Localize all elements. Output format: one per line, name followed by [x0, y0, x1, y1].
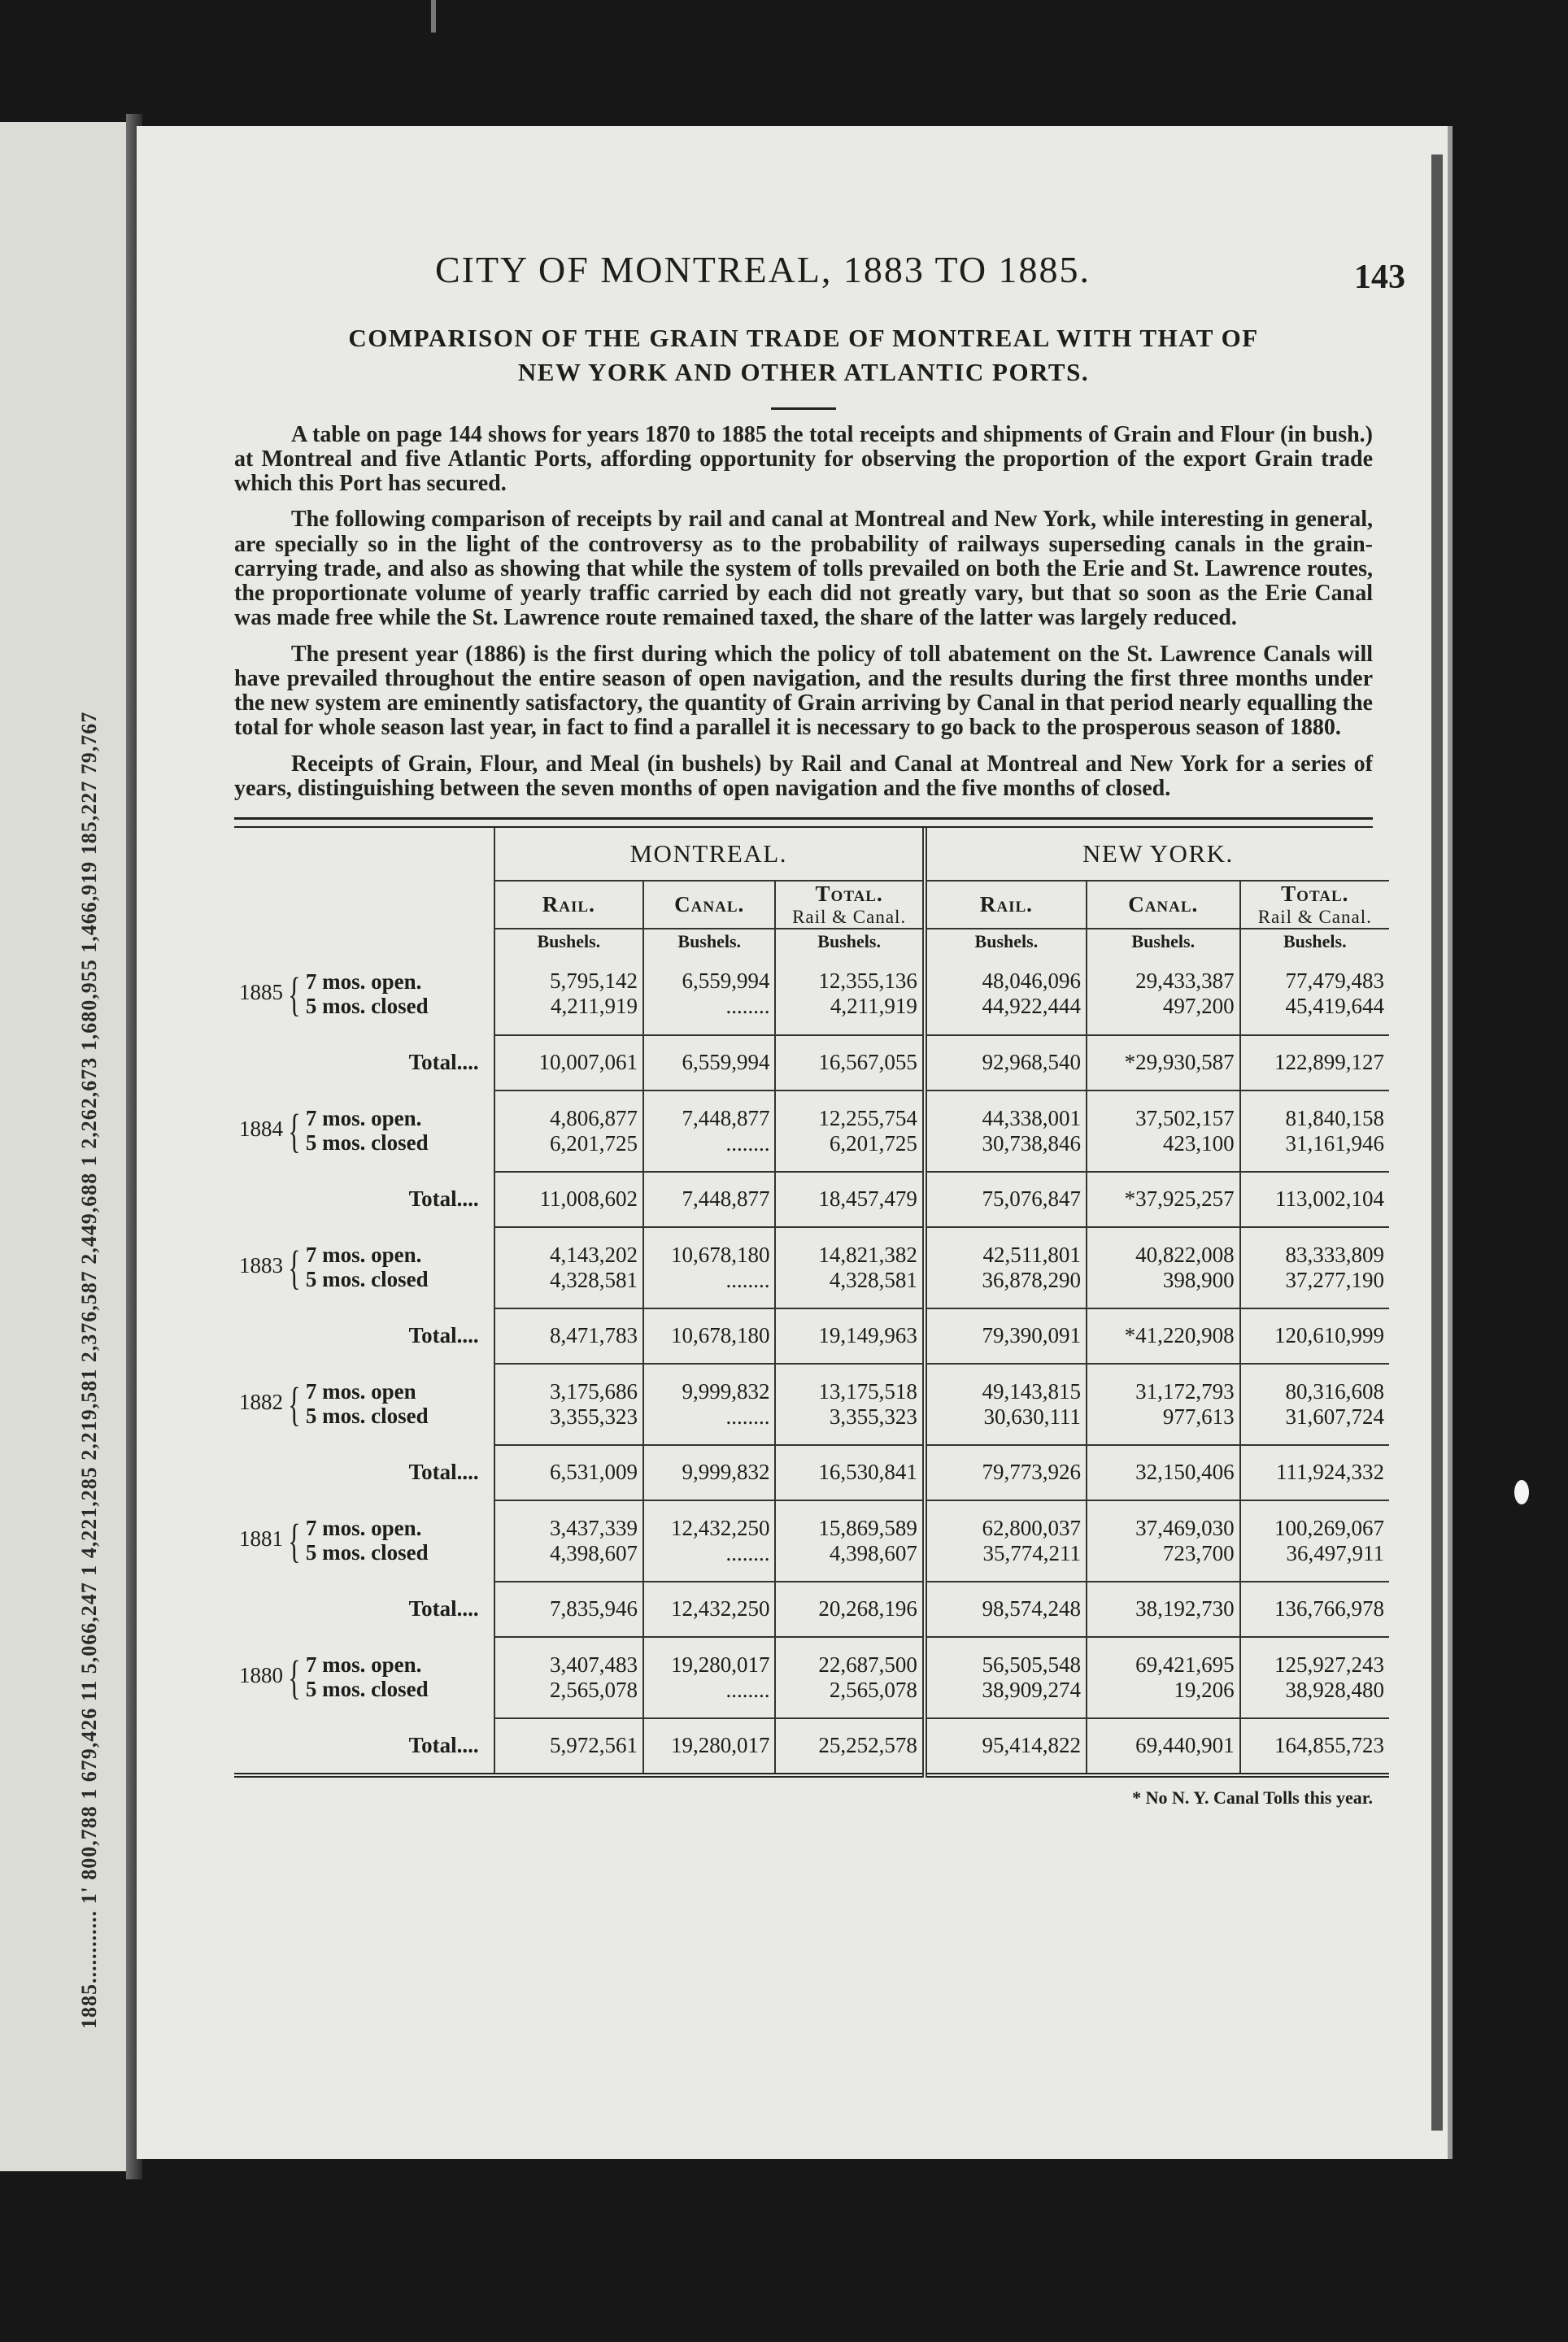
closed-value: 31,607,724	[1285, 1404, 1384, 1429]
open-value: 3,175,686	[550, 1378, 638, 1404]
open-value: 3,437,339	[550, 1515, 638, 1540]
page-content	[234, 240, 1405, 1809]
value-cell	[775, 1227, 924, 1308]
open-label: 7 mos. open.	[305, 969, 422, 995]
open-value: 22,687,500	[818, 1652, 917, 1677]
value-cell	[494, 1364, 643, 1445]
section-heading	[234, 321, 1373, 390]
closed-label: 5 mos. closed	[305, 1266, 429, 1291]
open-value: 42,511,801	[982, 1242, 1081, 1267]
total-row	[234, 1445, 1389, 1500]
total-label: Total....	[408, 1050, 479, 1075]
value-cell	[925, 1364, 1087, 1445]
open-value: 100,269,067	[1274, 1515, 1384, 1540]
value-cell	[925, 954, 1087, 1035]
year-row	[234, 954, 1389, 1035]
closed-value: 6,201,725	[829, 1130, 917, 1156]
open-value: 13,175,518	[818, 1378, 917, 1404]
total-value: 8,471,783	[494, 1308, 643, 1364]
open-value: 37,502,157	[1135, 1105, 1235, 1130]
montreal-canal-header: Canal.	[643, 881, 775, 929]
closed-value: 44,922,444	[982, 994, 1081, 1019]
value-cell	[1240, 1637, 1389, 1718]
value-cell	[643, 1227, 775, 1308]
closed-value: 38,928,480	[1285, 1677, 1384, 1702]
year-label-cell	[234, 1637, 494, 1718]
total-value: 38,192,730	[1087, 1582, 1240, 1637]
closed-value: 497,200	[1162, 994, 1235, 1019]
open-label: 7 mos. open	[305, 1379, 416, 1404]
closed-label: 5 mos. closed	[305, 1403, 429, 1428]
total-label: Total.	[815, 881, 883, 906]
unit-label: Bushels.	[494, 929, 643, 954]
page-edge	[1431, 155, 1443, 2131]
year-label-cell	[234, 1227, 494, 1308]
open-value: 12,355,136	[818, 969, 917, 994]
total-value: *29,930,587	[1087, 1035, 1240, 1090]
open-value: 29,433,387	[1135, 969, 1235, 994]
closed-value: 423,100	[1162, 1130, 1235, 1156]
total-value: 6,559,994	[643, 1035, 775, 1090]
brace-icon: {	[288, 1104, 301, 1157]
open-value: 14,821,382	[818, 1242, 917, 1267]
open-value: 4,143,202	[550, 1242, 638, 1267]
value-cell	[925, 1500, 1087, 1582]
closed-label: 5 mos. closed	[305, 993, 429, 1018]
value-cell	[643, 1364, 775, 1445]
total-value: 25,252,578	[775, 1718, 924, 1775]
open-value: 31,172,793	[1135, 1378, 1235, 1404]
brace-icon: {	[288, 1513, 301, 1567]
value-cell	[925, 1637, 1087, 1718]
total-value: 9,999,832	[643, 1445, 775, 1500]
total-row	[234, 1308, 1389, 1364]
total-value: *41,220,908	[1087, 1308, 1240, 1364]
open-value: 6,559,994	[682, 969, 770, 994]
period-labels	[306, 1517, 429, 1565]
closed-value: 4,328,581	[550, 1267, 638, 1292]
total-label: Total....	[408, 1323, 479, 1348]
value-cell	[1087, 1637, 1240, 1718]
period-labels	[306, 1653, 429, 1701]
closed-value: 3,355,323	[550, 1404, 638, 1429]
unit-label: Bushels.	[643, 929, 775, 954]
table-corner	[234, 929, 494, 954]
period-labels	[306, 970, 429, 1018]
total-value: 122,899,127	[1240, 1035, 1389, 1090]
value-cell	[494, 1500, 643, 1582]
closed-value: 4,211,919	[830, 994, 917, 1019]
closed-value: 35,774,211	[982, 1540, 1081, 1565]
total-label: Total....	[408, 1460, 479, 1485]
total-label: Total....	[408, 1186, 479, 1212]
total-value: 120,610,999	[1240, 1308, 1389, 1364]
heading-rule	[771, 407, 836, 410]
value-cell	[1087, 954, 1240, 1035]
brace-icon: {	[288, 1240, 301, 1294]
total-value: 136,766,978	[1240, 1582, 1389, 1637]
open-value: 19,280,017	[670, 1652, 770, 1677]
year-row	[234, 1090, 1389, 1172]
year-label: 1884	[239, 1117, 283, 1142]
closed-value: 6,201,725	[550, 1130, 638, 1156]
total-value: 20,268,196	[775, 1582, 924, 1637]
value-cell	[494, 1090, 643, 1172]
closed-value: 45,419,644	[1285, 994, 1384, 1019]
value-cell	[775, 1364, 924, 1445]
year-label-cell	[234, 1090, 494, 1172]
total-value: 6,531,009	[494, 1445, 643, 1500]
open-value: 15,869,589	[818, 1515, 917, 1540]
total-value: 10,678,180	[643, 1308, 775, 1364]
value-cell	[1240, 1364, 1389, 1445]
value-cell	[925, 1227, 1087, 1308]
open-value: 7,448,877	[682, 1105, 770, 1130]
page-number: 143	[1354, 259, 1405, 296]
open-label: 7 mos. open.	[305, 1243, 422, 1268]
total-value: 16,567,055	[775, 1035, 924, 1090]
paragraph: The following comparison of receipts by rail and canal at Montreal and New York, while interesting in general, are specially so in the light of the controversy as to the probability of railways superseding canals in the grain-carrying trade, and also as showing that while the system of tolls prevailed on both the Erie and St. Lawrence routes, the proportionate volume of yearly traffic carried by each did not greatly vary, but that so soon as the Erie Canal was made free while the St. Lawrence route remained taxed, the share of the latter was largely reduced.	[234, 507, 1373, 631]
heading-line-1: COMPARISON OF THE GRAIN TRADE OF MONTREAL WITH THAT OF	[348, 324, 1259, 352]
total-value: 19,280,017	[643, 1718, 775, 1775]
adjacent-page-text: 1885............ 1' 800,788 1 679,426 11 5,066,247 1 4,221,285 2,219,581 2,376,587 2,449,688 1 2,262,673 1,680,955 1,466,919 185,227 79,767	[77, 711, 101, 2029]
year-row	[234, 1500, 1389, 1582]
total-value: 111,924,332	[1240, 1445, 1389, 1500]
open-label: 7 mos. open.	[305, 1652, 422, 1678]
closed-value: 38,909,274	[982, 1677, 1081, 1702]
open-label: 7 mos. open.	[305, 1516, 422, 1541]
year-row	[234, 1637, 1389, 1718]
closed-value: ........	[725, 1404, 770, 1429]
year-label: 1882	[239, 1390, 283, 1415]
total-row	[234, 1718, 1389, 1775]
closed-label: 5 mos. closed	[305, 1130, 429, 1155]
paragraph: A table on page 144 shows for years 1870 to 1885 the total receipts and shipments of Grain and Flour (in bush.) at Montreal and five Atlantic Ports, affording opportunity for observing the proportion of the export Grain trade which this Port has secured.	[234, 421, 1373, 497]
closed-value: ........	[725, 1540, 770, 1565]
heading-line-2: NEW YORK AND OTHER ATLANTIC PORTS.	[517, 357, 1090, 386]
year-label: 1883	[239, 1253, 283, 1278]
closed-value: 723,700	[1162, 1540, 1235, 1565]
period-labels	[306, 1380, 429, 1428]
new-york-total-header	[1240, 881, 1389, 929]
open-value: 4,806,877	[550, 1105, 638, 1130]
footnote: * No N. Y. Canal Tolls this year.	[1132, 1787, 1373, 1808]
closed-value: 3,355,323	[829, 1404, 917, 1429]
value-cell	[494, 1637, 643, 1718]
year-label: 1881	[239, 1526, 283, 1552]
scan-artifact	[1514, 1480, 1529, 1504]
open-value: 69,421,695	[1135, 1652, 1235, 1677]
total-value: 92,968,540	[925, 1035, 1087, 1090]
open-value: 12,255,754	[818, 1105, 917, 1130]
value-cell	[1240, 1227, 1389, 1308]
value-cell	[1240, 1090, 1389, 1172]
montreal-total-header	[775, 881, 924, 929]
closed-label: 5 mos. closed	[305, 1539, 429, 1565]
total-row	[234, 1582, 1389, 1637]
table-corner	[234, 828, 494, 881]
total-value: 95,414,822	[925, 1718, 1087, 1775]
value-cell	[1087, 1364, 1240, 1445]
total-value: 12,432,250	[643, 1582, 775, 1637]
value-cell	[494, 954, 643, 1035]
total-value: 16,530,841	[775, 1445, 924, 1500]
scan-mark	[431, 0, 436, 33]
closed-value: 4,398,607	[829, 1540, 917, 1565]
new-york-rail-header: Rail.	[925, 881, 1087, 929]
grain-table-body	[234, 954, 1389, 1775]
total-value: 32,150,406	[1087, 1445, 1240, 1500]
open-value: 81,840,158	[1285, 1105, 1384, 1130]
total-label: Total....	[408, 1596, 479, 1622]
open-value: 10,678,180	[670, 1242, 770, 1267]
table-corner	[234, 881, 494, 929]
value-cell	[494, 1227, 643, 1308]
value-cell	[775, 1090, 924, 1172]
total-value: 19,149,963	[775, 1308, 924, 1364]
open-value: 80,316,608	[1285, 1378, 1384, 1404]
closed-value: ........	[725, 1677, 770, 1702]
montreal-rail-header: Rail.	[494, 881, 643, 929]
total-label: Total....	[408, 1732, 479, 1757]
open-value: 62,800,037	[982, 1515, 1081, 1540]
closed-value: 398,900	[1162, 1267, 1235, 1292]
period-labels	[306, 1243, 429, 1291]
total-sublabel: Rail & Canal.	[792, 906, 907, 927]
new-york-canal-header: Canal.	[1087, 881, 1240, 929]
closed-value: 36,878,290	[982, 1267, 1081, 1292]
closed-value: 31,161,946	[1285, 1130, 1384, 1156]
open-label: 7 mos. open.	[305, 1106, 422, 1131]
year-row	[234, 1227, 1389, 1308]
closed-value: 977,613	[1162, 1404, 1235, 1429]
period-labels	[306, 1107, 429, 1155]
open-value: 44,338,001	[982, 1105, 1081, 1130]
brace-icon: {	[288, 1650, 301, 1704]
open-value: 49,143,815	[982, 1378, 1081, 1404]
total-value: 113,002,104	[1240, 1172, 1389, 1227]
open-value: 40,822,008	[1135, 1242, 1235, 1267]
montreal-group-header: MONTREAL.	[494, 828, 925, 881]
open-value: 125,927,243	[1274, 1652, 1384, 1677]
unit-label: Bushels.	[1087, 929, 1240, 954]
total-label: Total.	[1281, 881, 1349, 906]
open-value: 37,469,030	[1135, 1515, 1235, 1540]
value-cell	[1087, 1500, 1240, 1582]
unit-label: Bushels.	[775, 929, 924, 954]
year-row	[234, 1364, 1389, 1445]
total-value: 11,008,602	[494, 1172, 643, 1227]
year-label-cell	[234, 954, 494, 1035]
paragraph: Receipts of Grain, Flour, and Meal (in bushels) by Rail and Canal at Montreal and New York for a series of years, distinguishing between the seven months of open navigation and the five months of closed.	[234, 751, 1373, 801]
total-value: 7,448,877	[643, 1172, 775, 1227]
total-row	[234, 1035, 1389, 1090]
total-value: 75,076,847	[925, 1172, 1087, 1227]
brace-icon: {	[288, 967, 301, 1021]
total-value: 98,574,248	[925, 1582, 1087, 1637]
unit-label: Bushels.	[1240, 929, 1389, 954]
closed-value: 2,565,078	[829, 1677, 917, 1702]
total-sublabel: Rail & Canal.	[1257, 906, 1372, 927]
total-value: 5,972,561	[494, 1718, 643, 1775]
open-value: 48,046,096	[982, 969, 1081, 994]
total-value: 79,773,926	[925, 1445, 1087, 1500]
value-cell	[775, 1500, 924, 1582]
closed-value: 4,398,607	[550, 1540, 638, 1565]
total-row	[234, 1172, 1389, 1227]
year-label: 1885	[239, 980, 283, 1005]
open-value: 56,505,548	[982, 1652, 1081, 1677]
total-value: 18,457,479	[775, 1172, 924, 1227]
value-cell	[1087, 1090, 1240, 1172]
total-value: *37,925,257	[1087, 1172, 1240, 1227]
year-label-cell	[234, 1500, 494, 1582]
closed-value: 37,277,190	[1285, 1267, 1384, 1292]
open-value: 77,479,483	[1285, 969, 1384, 994]
closed-value: 2,565,078	[550, 1677, 638, 1702]
value-cell	[643, 954, 775, 1035]
year-label: 1880	[239, 1663, 283, 1688]
grain-receipts-table	[234, 828, 1389, 1778]
running-title: CITY OF MONTREAL, 1883 TO 1885.	[434, 249, 1091, 290]
closed-value: 36,497,911	[1286, 1540, 1384, 1565]
value-cell	[775, 954, 924, 1035]
total-value: 79,390,091	[925, 1308, 1087, 1364]
closed-value: 4,211,919	[551, 994, 638, 1019]
value-cell	[643, 1500, 775, 1582]
open-value: 9,999,832	[682, 1378, 770, 1404]
open-value: 3,407,483	[550, 1652, 638, 1677]
closed-label: 5 mos. closed	[305, 1676, 429, 1701]
table-top-rule	[234, 817, 1373, 828]
total-value: 164,855,723	[1240, 1718, 1389, 1775]
closed-value: 4,328,581	[829, 1267, 917, 1292]
value-cell	[775, 1637, 924, 1718]
running-head	[234, 240, 1405, 305]
closed-value: ........	[725, 1130, 770, 1156]
total-value: 69,440,901	[1087, 1718, 1240, 1775]
open-value: 12,432,250	[670, 1515, 770, 1540]
total-value: 10,007,061	[494, 1035, 643, 1090]
value-cell	[925, 1090, 1087, 1172]
closed-value: 19,206	[1174, 1677, 1235, 1702]
closed-value: 30,738,846	[982, 1130, 1081, 1156]
open-value: 5,795,142	[550, 969, 638, 994]
year-label-cell	[234, 1364, 494, 1445]
total-value: 7,835,946	[494, 1582, 643, 1637]
brace-icon: {	[288, 1377, 301, 1430]
adjacent-page	[0, 122, 126, 2171]
book-page	[137, 126, 1448, 2159]
closed-value: 30,630,111	[983, 1404, 1081, 1429]
value-cell	[1240, 1500, 1389, 1582]
open-value: 83,333,809	[1285, 1242, 1384, 1267]
closed-value: ........	[725, 994, 770, 1019]
value-cell	[643, 1637, 775, 1718]
closed-value: ........	[725, 1267, 770, 1292]
paragraph: The present year (1886) is the first during which the policy of toll abatement on the St. Lawrence Canals will have prevailed throughout the entire season of open navigation, and the results during the first three months under the new system are eminently satisfactory, the quantity of Grain arriving by Canal in that period nearly equalling the total for whole season last year, in fact to find a parallel it is necessary to go back to the prosperous season of 1880.	[234, 641, 1373, 741]
value-cell	[643, 1090, 775, 1172]
value-cell	[1087, 1227, 1240, 1308]
unit-label: Bushels.	[925, 929, 1087, 954]
new-york-group-header: NEW YORK.	[925, 828, 1389, 881]
value-cell	[1240, 954, 1389, 1035]
